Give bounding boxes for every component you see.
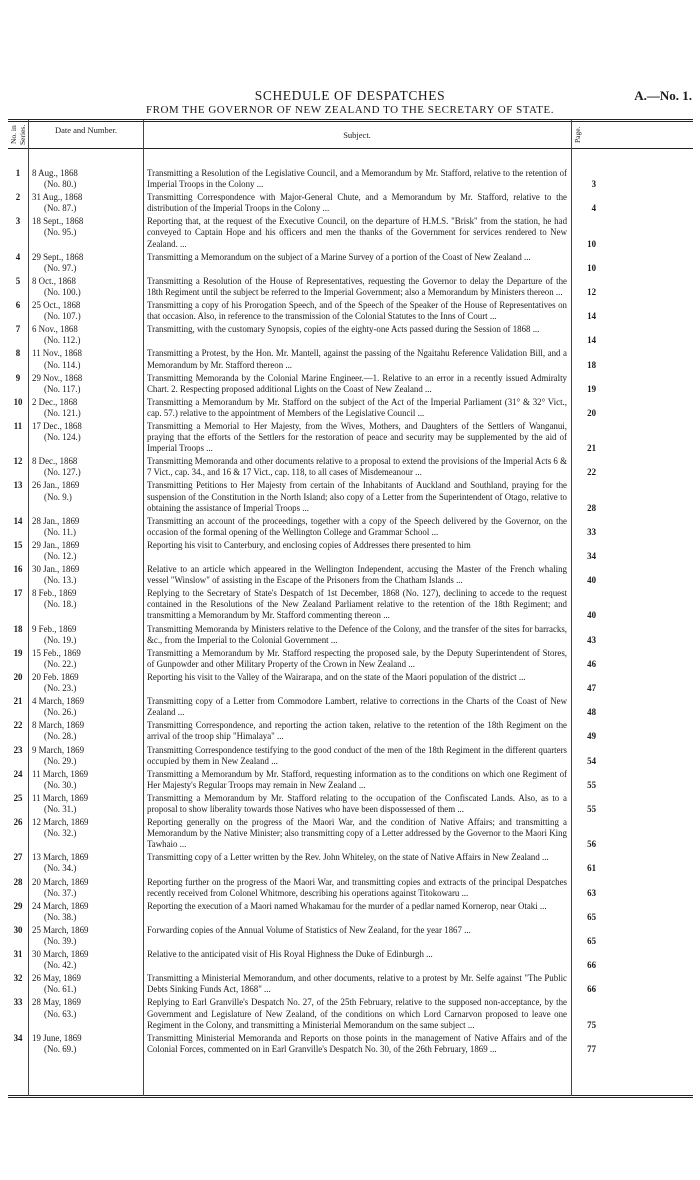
series-number: 23 [13,744,23,755]
despatch-date: 26 May, 1869 [32,973,81,984]
despatch-date: 9 Feb., 1869 [32,623,77,634]
table-row [8,624,596,646]
series-number: 12 [13,456,23,467]
despatch-number: (No. 121.) [44,407,81,418]
page-number: 47 [587,683,596,694]
page-number: 14 [587,311,596,322]
page-number: 66 [587,960,596,971]
series-number: 28 [13,876,23,887]
despatch-date: 18 Sept., 1868 [32,216,84,227]
series-number: 32 [13,973,23,984]
series-number: 7 [15,324,21,335]
table-row [8,949,596,971]
subject-text: Transmitting Petitions to Her Majesty from certain of the Inhabitants of Auckland and Southland, praying for the suspension of the Constitution in the North Island; also copy of a Letter from the Superintendent of Otago, relative to obtaining the assistance of Imperial Troops ... [147,480,567,513]
page-number: 12 [587,286,596,297]
page-number: 55 [587,779,596,790]
despatch-number: (No. 61.) [44,984,77,995]
page-number: 55 [587,803,596,814]
subject-text: Transmitting a Ministerial Memorandum, and other documents, relative to a protest by Mr. Selfe against "The Public Debts Sinking Funds Act, 1868" ... [147,973,567,995]
series-number: 1 [15,168,21,178]
despatch-number: (No. 37.) [44,887,77,898]
page-number: 65 [587,936,596,946]
date-cell [28,720,143,742]
series-number: 33 [13,997,23,1008]
despatch-number: (No. 95.) [44,227,77,238]
despatch-number: (No. 30.) [44,779,77,790]
subject-text: Transmitting a copy of his Prorogation Speech, and of the Speech of the Speaker of the House of Representatives on that occasion. Also, in reference to the transmission of the Colonial Statutes to the Inns of Court ... [147,300,567,322]
despatch-date: 31 Aug., 1868 [32,192,83,203]
page-number: 40 [587,610,596,621]
despatch-date: 29 Sept., 1868 [32,251,84,262]
despatch-date: 2 Dec., 1868 [32,396,78,407]
despatch-number: (No. 32.) [44,828,77,839]
subject-text: Transmitting a Resolution of the House of Representatives, requesting the Governor to delay the Departure of the 18th Regiment until the subject be referred to the Imperial Government; also a Memorandum by Ministers thereon ... [147,275,567,297]
table-row [8,793,596,815]
date-cell [28,216,143,249]
table-row [8,973,596,995]
page-number: 54 [587,755,596,766]
despatch-number: (No. 19.) [44,634,77,645]
page-number: 63 [587,887,596,898]
page-number: 20 [587,407,596,418]
subject-text: Transmitting a Resolution of the Legislative Council, and a Memorandum by Mr. Stafford, relative to the retention of Imperial Troops in the Colony ... [147,168,567,190]
despatch-date: 30 March, 1869 [32,949,89,960]
page-number: 18 [587,359,596,370]
subject-text: Transmitting an account of the proceedings, together with a copy of the Speech delivered by the Governor, on the occasion of the formal opening of the Wellington College and Grammar School ... [147,515,567,537]
subject-text: Reporting the execution of a Maori named Whakamau for the murder of a pedlar named Kornerop, near Otaki ... [147,900,547,911]
subject-text: Transmitting Ministerial Memoranda and Reports on those points in the management of Native Affairs and of the Colonial Forces, commented on in Earl Granville's Despatch No. 30, of the 26th February, 1869 ... [147,1032,567,1054]
despatch-number: (No. 87.) [44,203,77,214]
date-cell [28,624,143,646]
date-cell [28,696,143,718]
page-number: 66 [587,984,596,995]
date-cell [28,397,143,419]
page-number: 43 [587,634,596,645]
despatch-date: 20 March, 1869 [32,876,89,887]
despatch-number: (No. 23.) [44,683,77,694]
table-row [8,421,596,454]
series-number: 18 [13,623,23,634]
date-cell [28,480,143,513]
series-number: 31 [13,949,23,960]
header-page: Page. [573,126,582,144]
series-number: 10 [13,396,23,407]
subject-text: Transmitting Memoranda by Ministers relative to the Defence of the Colony, and the transfer of the sites for barracks, &c., from the Imperial to the Colonial Government ... [147,623,567,645]
despatch-date: 28 May, 1869 [32,997,81,1008]
date-cell [28,324,143,346]
despatch-number: (No. 97.) [44,262,77,273]
date-cell [28,745,143,767]
despatch-date: 25 March, 1869 [32,924,89,935]
date-cell [28,564,143,586]
despatch-date: 19 June, 1869 [32,1032,82,1043]
date-cell [28,817,143,850]
series-number: 30 [13,924,23,935]
table-row [8,852,596,874]
table-row [8,397,596,419]
despatch-number: (No. 124.) [44,432,81,443]
despatch-date: 30 Jan., 1869 [32,564,80,575]
page-number: 48 [587,707,596,718]
series-number: 13 [13,480,23,491]
table-row [8,564,596,586]
table-row [8,720,596,742]
subject-text: Reporting further on the progress of the Maori War, and transmitting copies and extracts of the principal Despatches recently received from Colonel Whitmore, describing his operations against Titokowaru ... [147,876,567,898]
table-row [8,516,596,538]
despatch-date: 8 Dec., 1868 [32,456,78,467]
subject-text: Transmitting a Memorial to Her Majesty, from the Wives, Mothers, and Daughters of the Settlers of Wanganui, praying that the efforts of the Settlers for the restoration of peace and security may be supplemented by the aid of Imperial Troops ... [147,420,567,454]
date-cell [28,373,143,395]
series-number: 19 [13,647,23,658]
table-row [8,456,596,478]
despatch-date: 26 Jan., 1869 [32,480,80,491]
series-number: 25 [13,792,23,803]
subject-text: Transmitting Correspondence, and reporting the action taken, relative to the retention of the 18th Regiment on the arrival of the troop ship "Himalaya" ... [147,720,567,742]
date-cell [28,192,143,214]
date-cell [28,852,143,874]
document-title: SCHEDULE OF DESPATCHES [254,88,446,103]
date-cell [28,793,143,815]
despatch-date: 29 Jan., 1869 [32,539,80,550]
table-row [8,192,596,214]
page-number: 21 [587,443,596,454]
subject-text: Reporting that, at the request of the Executive Council, on the departure of H.M.S. "Brisk" from the station, he had conveyed to Captain Hope and his officers and men the thanks of the Government for services rendered to New Zealand. ... [147,216,567,249]
page-number: 40 [587,575,596,586]
subject-text: Transmitting Memoranda and other documents relative to a proposal to extend the provisions of the Imperial Acts 6 & 7 Vict., cap. 34., and 16 & 17 Vict., cap. 118, to all cases of Misdemeanour ... [147,456,567,478]
series-number: 17 [13,588,23,599]
subject-text: Transmitting a Memorandum by Mr. Stafford, requesting information as to the conditions on which one Regiment of Her Majesty's Regular Troops may remain in New Zealand ... [147,768,567,790]
table-row [8,324,596,346]
subject-text: Transmitting, with the customary Synopsis, copies of the eighty-one Acts passed during the Session of 1868 ... [147,324,540,335]
series-number: 3 [15,216,21,227]
subject-text: Forwarding copies of the Annual Volume of Statistics of New Zealand, for the year 1867 ... [147,924,471,935]
series-number: 29 [13,900,23,911]
despatch-date: 29 Nov., 1868 [32,372,83,383]
series-number: 24 [13,768,23,779]
table-row [8,769,596,791]
series-number: 11 [13,420,23,431]
table-row [8,540,596,562]
page-number: 49 [587,731,596,742]
despatch-number: (No. 69.) [44,1043,77,1054]
despatch-date: 28 Jan., 1869 [32,515,80,526]
despatch-date: 20 Feb. 1869 [32,671,79,682]
subject-text: Transmitting Correspondence with Major-General Chute, and a Memorandum by Mr. Stafford, relative to the distribution of the Imperial Troops in the Colony ... [147,192,567,214]
date-cell [28,877,143,899]
date-cell [28,421,143,454]
subject-text: Reporting his visit to the Valley of the Wairarapa, and on the state of the Maori population of the district ... [147,671,526,682]
table-row [8,348,596,370]
despatch-date: 15 Feb., 1869 [32,647,81,658]
table-row [8,1033,596,1055]
table-row [8,480,596,513]
subject-text: Replying to the Secretary of State's Despatch of 1st December, 1868 (No. 127), declining to accede to the request contained in the Resolutions of the New Zealand Parliament relative to the retention of the 18th Regiment; and transmitting a Memorandum by Mr. Stafford commenting thereon ... [147,588,567,621]
table-top-rule-2 [8,121,693,122]
despatch-date: 6 Nov., 1868 [32,324,78,335]
date-cell [28,949,143,971]
page-number: 65 [587,911,596,922]
page-number: 14 [587,335,596,346]
page-number: 77 [587,1043,596,1054]
subject-text: Transmitting Memoranda by the Colonial Marine Engineer.—1. Relative to an error in a recently issued Admiralty Chart. 2. Respecting proposed additional Lights on the Coast of New Zealand ... [147,372,567,394]
table-row [8,168,596,190]
despatch-date: 8 March, 1869 [32,720,85,731]
despatch-date: 4 March, 1869 [32,696,85,707]
date-cell [28,648,143,670]
row-gap [8,1055,596,1057]
despatch-date: 8 Aug., 1868 [32,168,78,178]
date-cell [28,925,143,947]
page-number: 56 [587,839,596,850]
subject-text: Transmitting copy of a Letter written by the Rev. John Whiteley, on the state of Native Affairs in New Zealand ... [147,852,549,863]
table-row [8,696,596,718]
series-number: 20 [13,671,23,682]
header-date-number: Date and Number. [54,125,118,135]
despatch-date: 12 March, 1869 [32,817,89,828]
series-number: 9 [15,372,21,383]
despatch-number: (No. 38.) [44,911,77,922]
page-number: 22 [587,467,596,478]
despatch-number: (No. 26.) [44,707,77,718]
series-number: 5 [15,275,21,286]
table-row [8,216,596,249]
subject-text: Replying to Earl Granville's Despatch No. 27, of the 25th February, relative to the supposed non-acceptance, by the Government and Legislature of New Zealand, of the conditions on which Lord Carnarvon proposed to leave one Regiment in the Colony, and transmitting a Ministerial Memorandum on the same subject ... [147,997,567,1030]
subject-text: Transmitting Correspondence testifying to the good conduct of the men of the 18th Regiment in the different quarters occupied by them in New Zealand ... [147,744,567,766]
table-row [8,997,596,1030]
despatch-date: 9 March, 1869 [32,744,85,755]
series-number: 22 [13,720,23,731]
header-subject: Subject. [343,130,371,140]
document-subtitle: FROM THE GOVERNOR OF NEW ZEALAND TO THE SECRETARY OF STATE. [146,104,554,116]
despatch-number: (No. 114.) [44,359,81,370]
series-number: 15 [13,539,23,550]
despatch-date: 25 Oct., 1868 [32,300,81,311]
table-bottom-rule [8,1095,693,1096]
page-number: 10 [587,238,596,249]
despatch-date: 11 March, 1869 [32,768,89,779]
date-cell [28,348,143,370]
despatch-number: (No. 11.) [44,526,76,537]
table-row [8,648,596,670]
subject-text: Transmitting copy of a Letter from Commodore Lambert, relative to corrections in the Charts of the Coast of New Zealand ... [147,696,567,718]
table-header-rule [8,148,693,149]
table-row [8,252,596,274]
date-cell [28,1033,143,1055]
series-number: 14 [13,515,23,526]
date-cell [28,276,143,298]
despatch-number: (No. 28.) [44,731,77,742]
table-row [8,745,596,767]
despatch-number: (No. 107.) [44,311,81,322]
despatch-number: (No. 42.) [44,960,77,971]
despatch-number: (No. 80.) [44,179,77,190]
date-cell [28,252,143,274]
despatch-rows [8,168,596,1057]
subject-text: Reporting generally on the progress of the Maori War, and the condition of Native Affairs; and transmitting a Memorandum by the Native Minister; also transmitting copy of a Letter addressed by the Governor to the Maori King Tawhaio ... [147,817,567,850]
despatch-date: 17 Dec., 1868 [32,420,82,431]
subject-text: Transmitting a Memorandum by Mr. Stafford respecting the proposed sale, by the Deputy Superintendent of Stores, of Gunpowder and other Military Property of the Crown in New Zealand ... [147,647,567,669]
subject-text: Transmitting a Memorandum by Mr. Stafford on the subject of the Act of the Imperial Parliament (31° & 32° Vict., cap. 57.) relative to the appointment of Members of the Legislative Council ... [147,396,567,418]
table-top-rule [8,119,693,120]
date-cell [28,300,143,322]
page-number: 61 [587,863,596,874]
subject-text: Transmitting a Protest, by the Hon. Mr. Mantell, against the passing of the Ngaitahu Reference Validation Bill, and a Memorandum by Mr. Stafford thereon ... [147,348,567,370]
date-cell [28,540,143,562]
despatch-number: (No. 9.) [44,491,72,502]
date-cell [28,973,143,995]
despatch-number: (No. 31.) [44,803,77,814]
table-row [8,373,596,395]
despatch-number: (No. 13.) [44,575,77,586]
despatch-number: (No. 100.) [44,286,81,297]
despatch-number: (No. 63.) [44,1008,77,1019]
page-number: 28 [587,502,596,513]
page-number: 4 [591,203,596,214]
page-number: 75 [587,1019,596,1030]
date-cell [28,588,143,621]
despatch-number: (No. 18.) [44,599,77,610]
table-row [8,672,596,694]
despatch-number: (No. 22.) [44,658,77,669]
despatch-number: (No. 127.) [44,467,81,478]
despatch-date: 24 March, 1869 [32,900,89,911]
despatch-number: (No. 112.) [44,335,81,346]
series-number: 26 [13,817,23,828]
series-number: 6 [15,300,21,311]
table-row [8,276,596,298]
date-cell [28,456,143,478]
despatch-number: (No. 34.) [44,863,77,874]
subject-text: Transmitting a Memorandum on the subject of a Marine Survey of a portion of the Coast of New Zealand ... [147,251,531,262]
page-number: 33 [587,526,596,537]
date-cell [28,516,143,538]
date-cell [28,168,143,190]
subject-text: Transmitting a Memorandum by Mr. Stafford relating to the occupation of the Confiscated Lands. Also, as to a proposal to show liberality towards those Natives who have been dispossessed of them ... [147,792,567,814]
series-number: 4 [15,251,21,262]
subject-text: Relative to the anticipated visit of His Royal Highness the Duke of Edinburgh ... [147,949,433,960]
table-row [8,300,596,322]
subject-text: Relative to an article which appeared in the Wellington Independent, accusing the Master of the French whaling vessel "Winslow" of assisting in the Escape of the Prisoners from the Chatham Islands ... [147,564,567,586]
page-number: 34 [587,551,596,561]
despatch-number: (No. 12.) [44,551,77,561]
date-cell [28,997,143,1030]
page-number: 46 [587,658,596,669]
despatch-date: 8 Feb., 1869 [32,588,77,599]
date-cell [28,672,143,694]
table-row [8,817,596,850]
despatch-date: 8 Oct., 1868 [32,275,76,286]
series-number: 27 [13,852,23,863]
table-row [8,901,596,923]
table-row [8,877,596,899]
despatch-number: (No. 39.) [44,936,77,946]
table-row [8,925,596,947]
page-number: 19 [587,383,596,394]
date-cell [28,769,143,791]
series-number: 2 [15,192,21,203]
series-number: 21 [13,696,23,707]
despatch-date: 11 March, 1869 [32,792,89,803]
page-identifier: A.—No. 1. [634,88,692,103]
page-number: 3 [591,179,596,190]
page-number: 10 [587,262,596,273]
series-number: 16 [13,564,23,575]
date-cell [28,901,143,923]
despatch-number: (No. 117.) [44,383,81,394]
despatch-number: (No. 29.) [44,755,77,766]
despatch-date: 13 March, 1869 [32,852,89,863]
despatch-date: 11 Nov., 1868 [32,348,82,359]
series-number: 8 [15,348,21,359]
subject-text: Reporting his visit to Canterbury, and enclosing copies of Addresses there presented to him [147,539,471,550]
table-row [8,588,596,621]
header-no-in-series: No. in Series. [9,124,27,146]
series-number: 34 [13,1032,23,1043]
table-bottom-rule-2 [8,1097,693,1098]
